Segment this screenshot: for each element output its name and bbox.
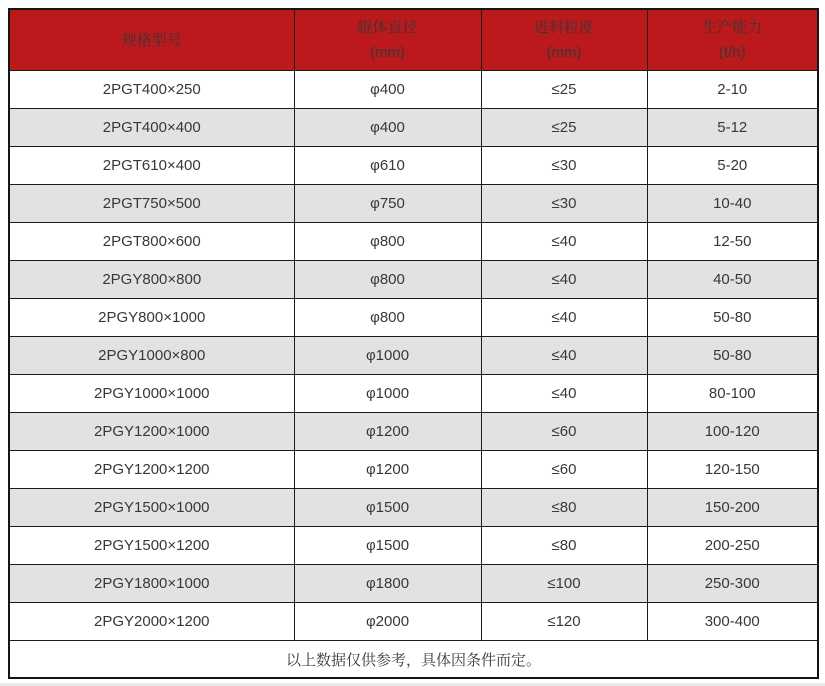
table-row [9,565,818,603]
cell-value: ≤30 [481,185,647,223]
cell-value: ≤100 [481,565,647,603]
table-row [9,299,818,337]
cell-value: ≤25 [481,109,647,147]
cell-value: 40-50 [647,261,818,299]
cell-model: 2PGY1500×1000 [9,489,294,527]
cell-model: 2PGT800×600 [9,223,294,261]
header-label: 生产能力 [702,19,763,36]
table-header [9,9,818,71]
table-row [9,603,818,641]
cell-value: 80-100 [647,375,818,413]
cell-value: ≤40 [481,261,647,299]
cell-value: ≤30 [481,147,647,185]
table-row [9,261,818,299]
cell-model: 2PGY1800×1000 [9,565,294,603]
header-unit: (mm) [546,44,582,61]
cell-value: ≤40 [481,299,647,337]
cell-value: ≤60 [481,413,647,451]
table-row [9,413,818,451]
table-row [9,147,818,185]
header-cell-model [9,9,294,71]
cell-value: φ1800 [294,565,481,603]
table-row [9,489,818,527]
cell-value: ≤80 [481,527,647,565]
cell-value: ≤40 [481,223,647,261]
footer-row [9,641,818,679]
cell-value: φ610 [294,147,481,185]
table-body [9,71,818,641]
cell-model: 2PGT610×400 [9,147,294,185]
table-row [9,109,818,147]
cell-value: 5-20 [647,147,818,185]
spec-table-container [8,8,817,679]
cell-value: 150-200 [647,489,818,527]
table-footer [9,641,818,679]
cell-value: 50-80 [647,299,818,337]
cell-value: φ800 [294,261,481,299]
cell-value: φ1000 [294,337,481,375]
header-label: 辊体直径 [357,19,418,36]
cell-model: 2PGY1000×800 [9,337,294,375]
cell-value: φ400 [294,71,481,109]
cell-model: 2PGT750×500 [9,185,294,223]
header-row [9,9,818,71]
cell-model: 2PGY800×800 [9,261,294,299]
cell-value: ≤60 [481,451,647,489]
cell-model: 2PGY2000×1200 [9,603,294,641]
cell-value: 100-120 [647,413,818,451]
header-unit: (mm) [370,44,405,61]
cell-value: 2-10 [647,71,818,109]
cell-value: 10-40 [647,185,818,223]
cell-model: 2PGY1200×1200 [9,451,294,489]
cell-value: 50-80 [647,337,818,375]
cell-value: 12-50 [647,223,818,261]
cell-model: 2PGT400×250 [9,71,294,109]
cell-model: 2PGY1200×1000 [9,413,294,451]
cell-value: ≤120 [481,603,647,641]
cell-value: φ800 [294,223,481,261]
table-row [9,527,818,565]
header-unit: (t/h) [718,44,746,61]
cell-value: 300-400 [647,603,818,641]
header-cell-capacity [647,9,818,71]
table-row [9,185,818,223]
table-row [9,337,818,375]
cell-value: ≤40 [481,375,647,413]
cell-value: 200-250 [647,527,818,565]
cell-value: 120-150 [647,451,818,489]
cell-model: 2PGY1500×1200 [9,527,294,565]
cell-value: φ800 [294,299,481,337]
cell-value: 5-12 [647,109,818,147]
spec-table [8,8,819,679]
footer-note: 以上数据仅供参考，具体因条件而定。 [9,641,818,679]
table-row [9,375,818,413]
cell-model: 2PGY800×1000 [9,299,294,337]
header-label: 进料粒度 [533,19,594,36]
header-label: 规格型号 [121,31,182,49]
cell-value: ≤25 [481,71,647,109]
header-cell-feed-size [481,9,647,71]
cell-value: ≤80 [481,489,647,527]
cell-value: φ1000 [294,375,481,413]
cell-model: 2PGY1000×1000 [9,375,294,413]
cell-value: φ2000 [294,603,481,641]
table-row [9,71,818,109]
cell-value: φ400 [294,109,481,147]
cell-value: ≤40 [481,337,647,375]
cell-model: 2PGT400×400 [9,109,294,147]
header-cell-roller-diameter [294,9,481,71]
cell-value: φ1500 [294,527,481,565]
table-row [9,451,818,489]
cell-value: φ1200 [294,451,481,489]
cell-value: φ1200 [294,413,481,451]
cell-value: 250-300 [647,565,818,603]
cell-value: φ750 [294,185,481,223]
table-row [9,223,818,261]
cell-value: φ1500 [294,489,481,527]
